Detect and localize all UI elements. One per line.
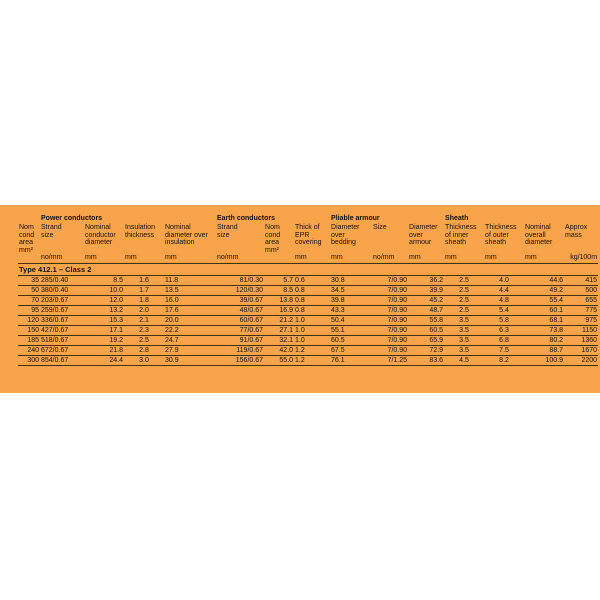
col-header-line: Thickness — [485, 224, 517, 231]
table-row — [18, 296, 598, 306]
table-row — [18, 356, 598, 366]
table-cell: 300 — [18, 356, 40, 366]
col-header-line: sheath — [445, 239, 467, 246]
table-cell: 2.0 — [124, 306, 164, 316]
unit-cell: no/mm — [216, 254, 264, 264]
table-cell: 415 — [564, 276, 598, 286]
table-cell: 0.8 — [294, 286, 330, 296]
col-header-line: bedding — [331, 239, 356, 246]
table-cell: 5.7 — [264, 276, 294, 286]
col-header-line: mass — [565, 231, 582, 239]
table-cell: 7/0.90 — [372, 306, 408, 316]
col-header-line: of outer — [485, 231, 509, 239]
col-header-line: Diameter — [331, 224, 360, 231]
col-header-line: size — [41, 231, 54, 239]
table-cell: 2200 — [564, 356, 598, 366]
unit-cell: no/mm — [40, 254, 84, 264]
col-header-line: Diameter — [409, 224, 438, 231]
col-header-line: diameter over — [165, 231, 208, 239]
table-cell: 120 — [18, 316, 40, 326]
table-row — [18, 316, 598, 326]
col-header-line: size — [217, 231, 230, 239]
col-header-line: Nominal — [85, 224, 111, 231]
table-cell: 1.0 — [294, 316, 330, 326]
table-cell: 81/0.30 — [216, 276, 264, 286]
table-cell: 60.1 — [524, 306, 564, 316]
table-cell: 2.1 — [124, 316, 164, 326]
table-cell: 16.0 — [164, 296, 216, 306]
unit-cell: mm — [524, 254, 564, 264]
table-cell: 83.6 — [408, 356, 444, 366]
col-header-line: conductor — [85, 231, 116, 239]
table-cell: 10.0 — [84, 286, 124, 296]
data-rows — [18, 276, 598, 366]
table-cell: 1.8 — [124, 296, 164, 306]
table-row — [18, 286, 598, 296]
table-cell: 854/0.67 — [40, 356, 84, 366]
table-cell: 73.8 — [524, 326, 564, 336]
table-cell: 285/0.40 — [40, 276, 84, 286]
col-header-line: of inner — [445, 231, 469, 239]
col-header-line: Insulation — [125, 224, 155, 231]
col-header-line: cond — [19, 231, 35, 239]
table-cell: 500 — [564, 286, 598, 296]
table-cell: 6.3 — [484, 326, 524, 336]
col-header-line: diameter — [525, 239, 553, 246]
table-cell: 68.1 — [524, 316, 564, 326]
table-cell: 336/0.67 — [40, 316, 84, 326]
table-cell: 100.9 — [524, 356, 564, 366]
table-cell: 77/0.67 — [216, 326, 264, 336]
table-cell: 50 — [18, 286, 40, 296]
table-cell: 27.1 — [264, 326, 294, 336]
table-cell: 1.2 — [294, 356, 330, 366]
table-cell: 5.4 — [484, 306, 524, 316]
unit-cell: mm — [408, 254, 444, 264]
table-row — [18, 336, 598, 346]
unit-cell: mm — [84, 254, 124, 264]
table-cell: 60.5 — [408, 326, 444, 336]
table-cell: 1.7 — [124, 286, 164, 296]
col-header-line: Strand — [217, 224, 238, 231]
col-header-line: Size — [373, 224, 387, 231]
table-cell: 0.8 — [294, 296, 330, 306]
table-cell: 2.5 — [444, 286, 484, 296]
table-cell: 39/0.67 — [216, 296, 264, 306]
table-cell: 120/0.30 — [216, 286, 264, 296]
col-header-overall — [524, 224, 564, 254]
table-cell: 380/0.40 — [40, 286, 84, 296]
col-header-line: Thickness — [445, 224, 477, 231]
table-cell: 35 — [18, 276, 40, 286]
table-cell: 17.1 — [84, 326, 124, 336]
group-header-row — [18, 215, 598, 224]
table-cell: 1670 — [564, 346, 598, 356]
group-pliable-armour: Pliable armour — [331, 215, 380, 222]
unit-cell: kg/100m — [564, 254, 598, 264]
col-header-line: over — [331, 231, 345, 239]
table-cell: 2.5 — [444, 296, 484, 306]
table-cell: 4.4 — [484, 286, 524, 296]
table-cell: 11.8 — [164, 276, 216, 286]
col-header-line: Nominal — [165, 224, 191, 231]
table-cell: 1150 — [564, 326, 598, 336]
col-header-line: over — [409, 231, 423, 239]
col-header-strand — [40, 224, 84, 254]
col-header-earth-nom — [264, 224, 294, 254]
table-cell: 34.5 — [330, 286, 372, 296]
col-header-line: mm² — [19, 246, 33, 254]
table-cell: 67.5 — [330, 346, 372, 356]
col-header-line: armour — [409, 239, 432, 246]
table-cell: 2.5 — [444, 276, 484, 286]
table-cell: 427/0.67 — [40, 326, 84, 336]
table-cell: 7/0.90 — [372, 336, 408, 346]
table-row — [18, 276, 598, 286]
table-cell: 60.5 — [330, 336, 372, 346]
table-cell: 5.8 — [484, 316, 524, 326]
table-cell: 55.0 — [264, 356, 294, 366]
units-row — [18, 254, 598, 264]
table-cell: 21.8 — [84, 346, 124, 356]
col-header-line: Nom — [19, 224, 34, 231]
table-cell: 7.5 — [484, 346, 524, 356]
table-cell: 32.1 — [264, 336, 294, 346]
col-header-earth-strand — [216, 224, 264, 254]
table-cell: 39.9 — [408, 286, 444, 296]
table-cell: 16.9 — [264, 306, 294, 316]
unit-cell: mm — [294, 254, 330, 264]
table-cell: 518/0.67 — [40, 336, 84, 346]
group-power-conductors: Power conductors — [41, 215, 103, 222]
table-cell: 7/1.25 — [372, 356, 408, 366]
table-cell: 50.4 — [330, 316, 372, 326]
table-cell: 55.8 — [408, 316, 444, 326]
table-cell: 24.4 — [84, 356, 124, 366]
table-cell: 70 — [18, 296, 40, 306]
table-cell: 30.9 — [164, 356, 216, 366]
table-cell: 2.5 — [124, 336, 164, 346]
col-header-nom-cond-dia — [84, 224, 124, 254]
table-cell: 13.2 — [84, 306, 124, 316]
table-cell: 1.0 — [294, 336, 330, 346]
table-cell: 4.5 — [444, 356, 484, 366]
table-cell: 7/0.90 — [372, 316, 408, 326]
table-cell: 27.9 — [164, 346, 216, 356]
table-cell: 20.0 — [164, 316, 216, 326]
table-cell: 2.5 — [444, 306, 484, 316]
table-cell: 3.5 — [444, 336, 484, 346]
table-cell: 49.2 — [524, 286, 564, 296]
type-row — [18, 264, 598, 276]
unit-cell: mm — [124, 254, 164, 264]
table-cell: 7/0.90 — [372, 346, 408, 356]
col-header-line: sheath — [485, 239, 507, 246]
unit-cell: mm — [164, 254, 216, 264]
col-header-line: mm² — [265, 246, 280, 254]
table-cell: 1.0 — [294, 326, 330, 336]
table-cell: 1.2 — [294, 346, 330, 356]
table-cell: 156/0.67 — [216, 356, 264, 366]
col-header-line: covering — [295, 239, 322, 246]
table-cell: 21.2 — [264, 316, 294, 326]
table-cell: 3.5 — [444, 316, 484, 326]
table-cell: 60/0.67 — [216, 316, 264, 326]
table-cell: 95 — [18, 306, 40, 316]
table-cell: 65.9 — [408, 336, 444, 346]
table-cell: 150 — [18, 326, 40, 336]
col-header-inner-sheath — [444, 224, 484, 254]
table-cell: 22.2 — [164, 326, 216, 336]
col-header-line: area — [19, 239, 34, 246]
column-header-row — [18, 224, 598, 254]
col-header-nom-dia-ins — [164, 224, 216, 254]
unit-cell: mm — [330, 254, 372, 264]
table-cell: 76.1 — [330, 356, 372, 366]
table-cell: 4.8 — [484, 296, 524, 306]
col-header-insulation — [124, 224, 164, 254]
table-cell: 55.4 — [524, 296, 564, 306]
col-header-dia-armour — [408, 224, 444, 254]
table-cell: 8.2 — [484, 356, 524, 366]
table-cell: 91/0.67 — [216, 336, 264, 346]
table-cell: 13.8 — [264, 296, 294, 306]
type-label: Type 412.1 – Class 2 — [18, 264, 598, 276]
table-cell: 8.5 — [264, 286, 294, 296]
table-cell: 2.8 — [124, 346, 164, 356]
col-header-line: area — [265, 239, 280, 246]
col-header-armour-size — [372, 224, 408, 254]
unit-cell: mm — [484, 254, 524, 264]
table-cell: 45.2 — [408, 296, 444, 306]
table-cell: 7/0.90 — [372, 326, 408, 336]
table-cell: 30.8 — [330, 276, 372, 286]
group-sheath: Sheath — [445, 215, 469, 222]
unit-cell — [18, 254, 40, 264]
unit-cell: no/mm — [372, 254, 408, 264]
col-header-line: cond — [265, 231, 281, 239]
table-cell: 17.6 — [164, 306, 216, 316]
table-cell: 3.0 — [124, 356, 164, 366]
table-cell: 39.8 — [330, 296, 372, 306]
table-cell: 42.0 — [264, 346, 294, 356]
table-cell: 36.2 — [408, 276, 444, 286]
table-cell: 0.6 — [294, 276, 330, 286]
table-cell: 0.8 — [294, 306, 330, 316]
table-cell: 88.7 — [524, 346, 564, 356]
table-cell: 7/0.90 — [372, 296, 408, 306]
table-cell: 975 — [564, 316, 598, 326]
col-header-line: overall — [525, 231, 546, 239]
table-cell: 7/0.90 — [372, 276, 408, 286]
table-cell: 19.2 — [84, 336, 124, 346]
table-cell: 672/0.67 — [40, 346, 84, 356]
col-header-line: EPR — [295, 231, 310, 239]
table-cell: 80.2 — [524, 336, 564, 346]
table-cell: 3.5 — [444, 326, 484, 336]
col-header-mass — [564, 224, 598, 254]
table-cell: 4.0 — [484, 276, 524, 286]
table-cell: 655 — [564, 296, 598, 306]
table-cell: 119/0.67 — [216, 346, 264, 356]
col-header-outer-sheath — [484, 224, 524, 254]
table-cell: 48.7 — [408, 306, 444, 316]
table-cell: 12.0 — [84, 296, 124, 306]
table-cell: 8.5 — [84, 276, 124, 286]
col-header-dia-bedding — [330, 224, 372, 254]
group-earth-conductors: Earth conductors — [217, 215, 275, 222]
table-row — [18, 346, 598, 356]
table-cell: 7/0.90 — [372, 286, 408, 296]
table-cell: 72.9 — [408, 346, 444, 356]
table-cell: 1360 — [564, 336, 598, 346]
table-cell: 44.6 — [524, 276, 564, 286]
table-row — [18, 306, 598, 316]
table-cell: 185 — [18, 336, 40, 346]
table-cell: 3.5 — [444, 346, 484, 356]
table-cell: 2.3 — [124, 326, 164, 336]
col-header-line: thickness — [125, 231, 155, 239]
table-cell: 13.5 — [164, 286, 216, 296]
col-header-line: insulation — [165, 239, 195, 246]
col-header-nom-area — [18, 224, 40, 254]
table-cell: 55.1 — [330, 326, 372, 336]
col-header-line: Nominal — [525, 224, 551, 231]
table-cell: 1.6 — [124, 276, 164, 286]
col-header-line: Nom — [265, 224, 280, 231]
table-row — [18, 326, 598, 336]
table-cell: 15.3 — [84, 316, 124, 326]
col-header-line: Approx — [565, 224, 588, 231]
cable-spec-table — [18, 215, 598, 366]
table-cell: 6.8 — [484, 336, 524, 346]
col-header-line: Thick of — [295, 224, 320, 231]
col-header-line: diameter — [85, 239, 113, 246]
table-cell: 775 — [564, 306, 598, 316]
table-cell: 240 — [18, 346, 40, 356]
col-header-line: Strand — [41, 224, 62, 231]
table-cell: 43.3 — [330, 306, 372, 316]
table-cell: 24.7 — [164, 336, 216, 346]
table-cell: 259/0.67 — [40, 306, 84, 316]
unit-cell: mm — [444, 254, 484, 264]
table-cell: 48/0.67 — [216, 306, 264, 316]
unit-cell — [264, 254, 294, 264]
table-cell: 203/0.67 — [40, 296, 84, 306]
col-header-epr — [294, 224, 330, 254]
